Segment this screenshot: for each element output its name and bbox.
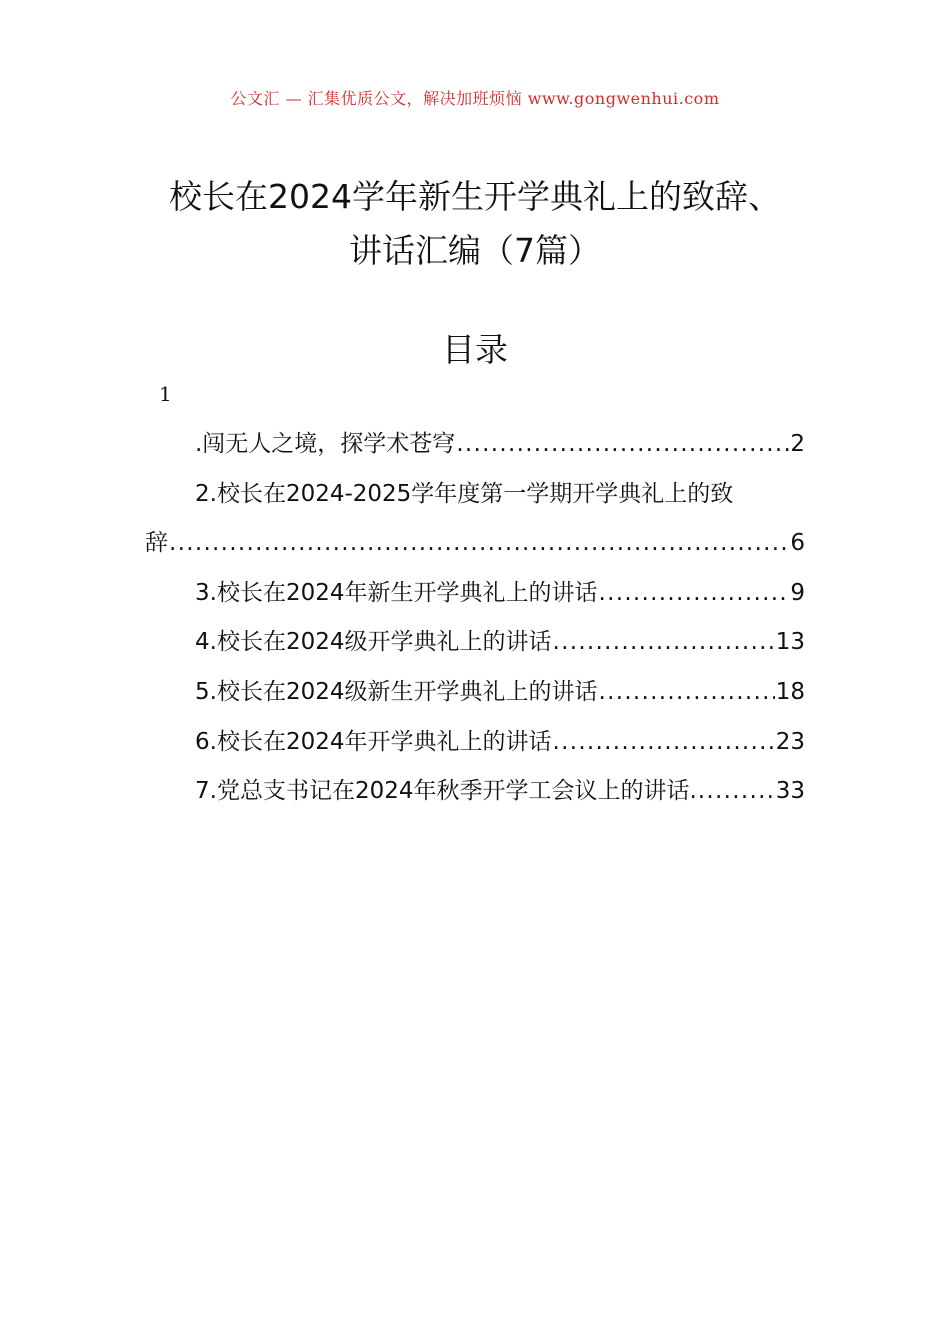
toc-leader-dots (456, 420, 789, 470)
toc-entry-text: 2.校长在2024-2025学年度第一学期开学典礼上的致 (195, 480, 734, 507)
toc-leader-dots (552, 618, 774, 668)
toc-entry-1[interactable] (145, 420, 805, 470)
toc-entry-text: 7.党总支书记在2024年秋季开学工会议上的讲话. (195, 778, 697, 805)
toc-leader-dots (552, 718, 774, 768)
document-title-line-2: 讲话汇编（7篇） (349, 231, 601, 270)
toc-entry-text: .闯无人之境，探学术苍穹 (195, 431, 456, 457)
toc-leader-dots (698, 767, 775, 817)
toc-entry-page: 9 (790, 579, 805, 606)
document-title (100, 170, 850, 278)
document-title-line-1: 校长在2024学年新生开学典礼上的致辞、 (169, 177, 781, 216)
toc-entry-3[interactable] (145, 569, 805, 619)
toc-leader-dots (169, 519, 789, 569)
header-banner: 公文汇 — 汇集优质公文，解决加班烦恼 www.gongwenhui.com (230, 89, 720, 108)
toc-leader-dots (598, 668, 774, 718)
toc-entry-page: 2 (790, 431, 805, 457)
toc-entry-text: 4.校长在2024级开学典礼上的讲话 (195, 629, 552, 656)
toc-entry-text: 5.校长在2024级新生开学典礼上的讲话 (195, 678, 598, 705)
toc-entry-4[interactable] (145, 618, 805, 668)
toc-entry-2-line-1[interactable] (145, 470, 805, 520)
toc-entry-page: 13 (775, 629, 805, 656)
toc-entry-text: 辞 (145, 530, 168, 557)
table-of-contents (145, 420, 805, 817)
toc-leader-dots (598, 569, 789, 619)
toc-entry-page: 18 (775, 678, 805, 705)
toc-entry-page: 23 (775, 728, 805, 755)
toc-entry-page: 6 (790, 530, 805, 557)
toc-entry-text: 3.校长在2024年新生开学典礼上的讲话 (195, 579, 598, 606)
toc-entry-2-line-2[interactable] (145, 519, 805, 569)
toc-entry-page: 33 (775, 778, 805, 805)
toc-entry-text: 6.校长在2024年开学典礼上的讲话 (195, 728, 552, 755)
toc-entry-6[interactable] (145, 718, 805, 768)
toc-entry-7[interactable] (145, 767, 805, 817)
toc-entry-5[interactable] (145, 668, 805, 718)
toc-marker: 1 (159, 382, 172, 406)
toc-heading: 目录 (442, 330, 508, 369)
